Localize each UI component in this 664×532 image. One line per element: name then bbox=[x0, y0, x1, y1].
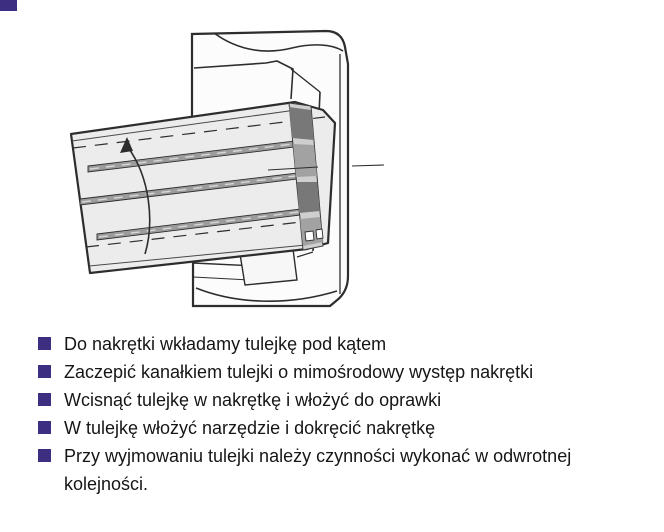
instruction-text: Zaczepić kanałkiem tulejki o mimośrodowy występ nakrętki bbox=[64, 362, 534, 382]
instruction-text: Do nakrętki wkładamy tulejkę pod kątem bbox=[64, 334, 387, 354]
front-band-segment-dark bbox=[289, 107, 314, 140]
list-item bbox=[38, 414, 638, 442]
list-item bbox=[38, 358, 638, 386]
instruction-list bbox=[38, 330, 638, 498]
bullet-square-icon bbox=[38, 393, 51, 406]
bullet-square-icon bbox=[38, 365, 51, 378]
list-item bbox=[38, 386, 638, 414]
front-band-segment-light bbox=[293, 144, 317, 177]
list-item bbox=[38, 330, 638, 358]
instruction-text: Wcisnąć tulejkę w nakrętkę i włożyć do oprawki bbox=[64, 390, 442, 410]
bullet-square-icon bbox=[38, 337, 51, 350]
list-item bbox=[38, 442, 638, 498]
collet-front-tooth bbox=[305, 231, 314, 241]
axis-centerline bbox=[352, 165, 384, 166]
front-band-segment-dark bbox=[297, 182, 320, 213]
bullet-square-icon bbox=[38, 449, 51, 462]
instruction-text: Przy wyjmowaniu tulejki należy czynności wykonać w odwrotnej kolejności. bbox=[64, 446, 572, 494]
collet-front-tooth bbox=[316, 229, 323, 239]
instruction-text: W tulejkę włożyć narzędzie i dokręcić nakrętkę bbox=[64, 418, 436, 438]
bullet-square-icon bbox=[38, 421, 51, 434]
collet-drawing bbox=[71, 102, 335, 273]
